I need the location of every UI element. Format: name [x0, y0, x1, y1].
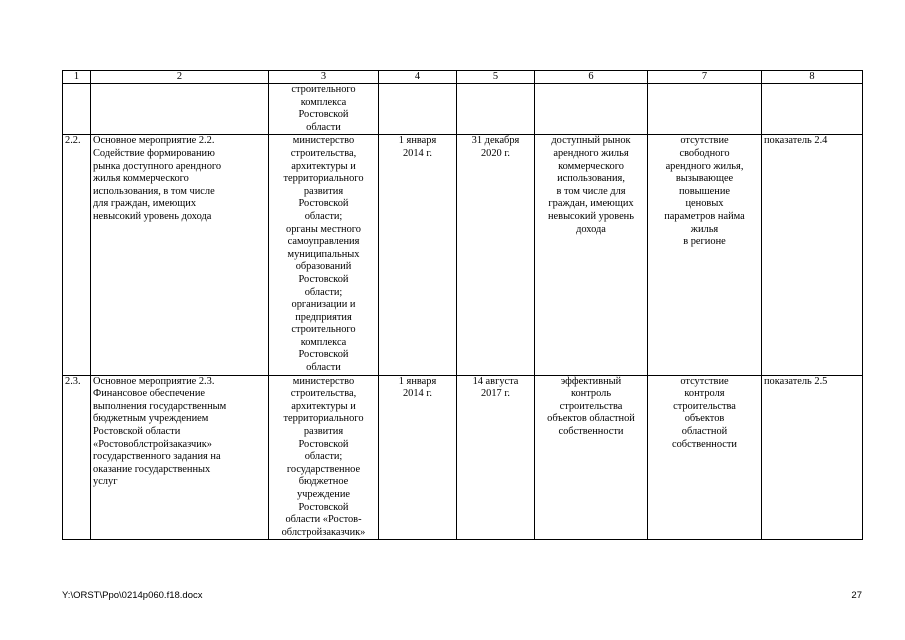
column-header-6: 6: [535, 71, 648, 84]
expected-result: доступный рынок арендного жилья коммерческого использования, в том числе для граждан, имеющих невысокий уровень дохода: [535, 135, 648, 375]
column-header-8: 8: [762, 71, 863, 84]
table-row: [63, 375, 863, 540]
measures-table: [62, 70, 863, 540]
expected-result: эффективный контроль строительства объектов областной собственности: [535, 375, 648, 540]
end-date: 14 августа 2017 г.: [457, 375, 535, 540]
executor-cell: министерство строительства, архитектуры и территориального развития Ростовской области; государственное бюджетное учреждение Ростовской области «Ростов- облстройзаказчик»: [269, 375, 379, 540]
non-implementation-consequences: отсутствие контроля строительства объектов областной собственности: [648, 375, 762, 540]
indicator-link: показатель 2.5: [762, 375, 863, 540]
column-header-1: 1: [63, 71, 91, 84]
table-cell: [457, 84, 535, 135]
table-cell: [535, 84, 648, 135]
row-number: 2.3.: [63, 375, 91, 540]
end-date: 31 декабря 2020 г.: [457, 135, 535, 375]
executor-cell: строительного комплекса Ростовской области: [269, 84, 379, 135]
indicator-link: показатель 2.4: [762, 135, 863, 375]
row-number: 2.2.: [63, 135, 91, 375]
table-cell: [379, 84, 457, 135]
start-date: 1 января 2014 г.: [379, 375, 457, 540]
column-header-4: 4: [379, 71, 457, 84]
executor-cell: министерство строительства, архитектуры и территориального развития Ростовской области; органы местного самоуправления муниципальных образований Ростовской области; организации и предприятия строительного комплекса Ростовской области: [269, 135, 379, 375]
file-path: Y:\ORST\Ppo\0214p060.f18.docx: [62, 590, 203, 601]
start-date: 1 января 2014 г.: [379, 135, 457, 375]
column-header-2: 2: [91, 71, 269, 84]
measure-name: Основное мероприятие 2.2. Содействие формированию рынка доступного арендного жилья коммерческого использования, в том числе для граждан, имеющих невысокий уровень дохода: [91, 135, 269, 375]
header-row: [63, 71, 863, 84]
measure-name: Основное мероприятие 2.3. Финансовое обеспечение выполнения государственным бюджетным учреждением Ростовской области «Ростовоблстройзаказчик» государственного задания на оказание государственных услуг: [91, 375, 269, 540]
table-cell: [762, 84, 863, 135]
table-cell: [91, 84, 269, 135]
table-cell: [648, 84, 762, 135]
column-header-5: 5: [457, 71, 535, 84]
page-number: 27: [851, 590, 862, 601]
table-row: [63, 135, 863, 375]
non-implementation-consequences: отсутствие свободного арендного жилья, вызывающее повышение ценовых параметров найма жилья в регионе: [648, 135, 762, 375]
continuation-row: [63, 84, 863, 135]
column-header-7: 7: [648, 71, 762, 84]
table-cell: [63, 84, 91, 135]
column-header-3: 3: [269, 71, 379, 84]
